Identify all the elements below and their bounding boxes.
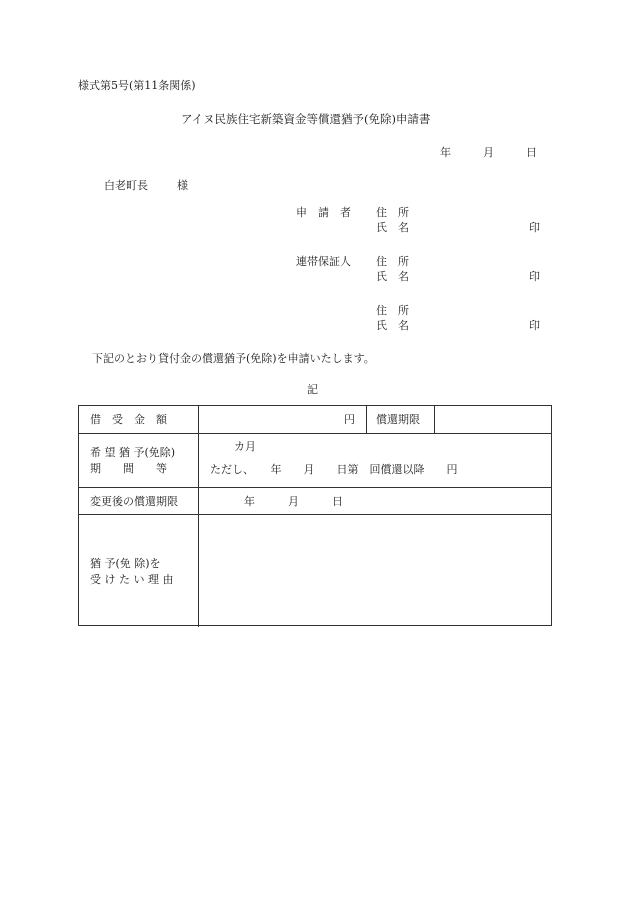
reason-label-line2: 受 け た い 理 由 [90, 573, 174, 586]
guarantor2-name-label: 氏 名 [376, 319, 409, 332]
request-text: 下記のとおり貸付金の償還猶予(免除)を申請いたします。 [92, 352, 375, 365]
form-number: 様式第5号(第11条関係) [78, 79, 196, 92]
guarantor-address-label: 住 所 [376, 255, 409, 268]
row1-divider [434, 406, 435, 433]
reason-label-line1: 猶 予(免 除)を [90, 557, 161, 570]
label-column-divider [198, 406, 199, 627]
deferral-proviso: ただし、 年 月 日第 回償還以降 円 [210, 463, 458, 476]
ki-heading: 記 [307, 383, 318, 396]
loan-amount-label: 借 受 金 額 [90, 413, 167, 426]
guarantor2-seal: 印 [529, 319, 540, 332]
row1-divider [366, 406, 367, 433]
applicant-label: 申 請 者 [296, 206, 351, 219]
row-divider [79, 487, 551, 488]
addressee [104, 180, 188, 191]
date-day-unit: 日 [526, 146, 537, 159]
date-year-unit: 年 [440, 146, 451, 159]
repayment-due-label: 償還期限 [376, 413, 420, 426]
loan-amount-yen: 円 [344, 413, 355, 426]
date-line [440, 147, 537, 158]
guarantor2-address-label: 住 所 [376, 304, 409, 317]
deferral-period-label-line2: 期 間 等 [90, 462, 167, 475]
guarantor-name-label: 氏 名 [376, 270, 409, 283]
page-title: アイヌ民族住宅新築資金等償還猶予(免除)申請書 [181, 112, 431, 126]
reason-field[interactable] [200, 516, 550, 624]
applicant-address-label: 住 所 [376, 206, 409, 219]
addressee-honorific: 様 [177, 179, 188, 192]
guarantor-seal: 印 [529, 270, 540, 283]
repayment-due-field[interactable] [436, 408, 550, 430]
addressee-name: 白老町長 [104, 179, 148, 192]
new-due-date-label: 変更後の償還期限 [90, 495, 178, 508]
deferral-period-label-line1: 希 望 猶 予(免除) [90, 446, 176, 459]
new-due-date: 年 月 日 [244, 495, 343, 508]
applicant-name-label: 氏 名 [376, 221, 409, 234]
guarantor-label: 連帯保証人 [296, 255, 351, 268]
row-divider [79, 514, 551, 515]
date-month-unit: 月 [483, 146, 494, 159]
deferral-months: カ月 [234, 440, 256, 453]
details-table [78, 405, 552, 626]
applicant-seal: 印 [529, 221, 540, 234]
row-divider [79, 433, 551, 434]
